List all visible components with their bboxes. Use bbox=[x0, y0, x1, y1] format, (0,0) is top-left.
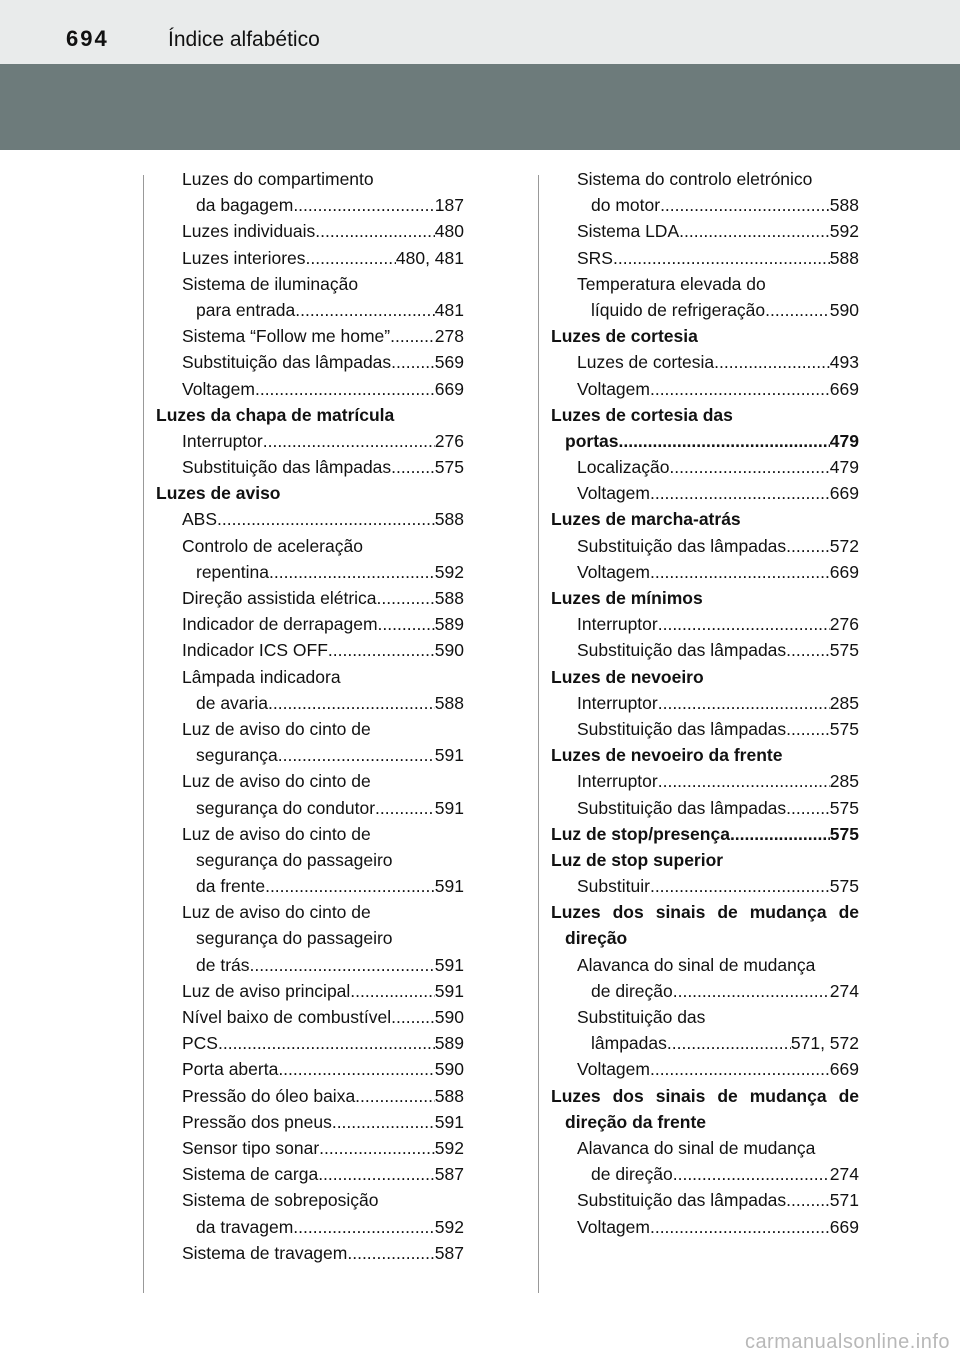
index-entry bbox=[156, 1161, 464, 1187]
index-entry bbox=[156, 376, 464, 402]
index-heading: direção bbox=[565, 928, 628, 949]
page-reference: 575 bbox=[829, 797, 859, 818]
index-entry bbox=[156, 1214, 464, 1240]
index-entry: Luz de aviso do cinto de bbox=[182, 771, 371, 792]
index-entry bbox=[551, 559, 859, 585]
entry-text: Localização bbox=[577, 457, 670, 478]
page-reference: 285 bbox=[829, 771, 859, 792]
entry-text: PCS bbox=[182, 1033, 218, 1054]
page-reference: 592 bbox=[434, 1137, 464, 1158]
index-heading: Luzes de aviso bbox=[156, 483, 281, 504]
dot-leader bbox=[217, 506, 435, 532]
dot-leader bbox=[714, 349, 830, 375]
page-reference: 481 bbox=[434, 299, 464, 320]
page-reference: 285 bbox=[829, 692, 859, 713]
dot-leader bbox=[660, 192, 830, 218]
index-entry bbox=[156, 795, 464, 821]
index-entry bbox=[551, 1161, 859, 1187]
page-reference: 575 bbox=[434, 457, 464, 478]
index-entry bbox=[551, 218, 859, 244]
page-reference: 575 bbox=[829, 823, 859, 844]
index-entry: Temperatura elevada do bbox=[577, 273, 766, 294]
page-reference: 276 bbox=[434, 430, 464, 451]
dot-leader bbox=[786, 533, 830, 559]
index-entry bbox=[156, 245, 464, 271]
dot-leader bbox=[378, 611, 435, 637]
dot-leader bbox=[650, 1214, 830, 1240]
page-reference: 592 bbox=[434, 1216, 464, 1237]
index-heading: Luzes de cortesia bbox=[551, 326, 698, 347]
index-entry bbox=[551, 768, 859, 794]
dot-leader bbox=[265, 873, 435, 899]
dot-leader bbox=[375, 795, 435, 821]
index-entry bbox=[156, 297, 464, 323]
page-reference: 187 bbox=[434, 195, 464, 216]
page-reference: 590 bbox=[434, 1059, 464, 1080]
page-reference: 589 bbox=[434, 1033, 464, 1054]
page-reference: 274 bbox=[829, 1164, 859, 1185]
entry-text: Voltagem bbox=[577, 378, 650, 399]
index-heading bbox=[551, 428, 859, 454]
page-reference: 591 bbox=[434, 745, 464, 766]
entry-text: Voltagem bbox=[577, 1216, 650, 1237]
entry-text: Sistema de carga bbox=[182, 1164, 319, 1185]
dot-leader bbox=[667, 1030, 791, 1056]
index-heading: Luzes da chapa de matrícula bbox=[156, 404, 395, 425]
page-reference: 587 bbox=[434, 1242, 464, 1263]
entry-text: repentina bbox=[196, 561, 269, 582]
index-entry bbox=[551, 690, 859, 716]
index-entry: Alavanca do sinal de mudança bbox=[577, 954, 816, 975]
dot-leader bbox=[218, 1030, 435, 1056]
page-reference: 588 bbox=[829, 247, 859, 268]
page-reference: 569 bbox=[434, 352, 464, 373]
page-reference: 572 bbox=[829, 535, 859, 556]
dot-leader bbox=[306, 245, 396, 271]
section-title: Índice alfabético bbox=[168, 28, 320, 51]
page-reference: 571, 572 bbox=[790, 1033, 859, 1054]
header-bar bbox=[0, 0, 960, 64]
entry-text: Interruptor bbox=[577, 614, 658, 635]
entry-text: de avaria bbox=[196, 692, 268, 713]
page-reference: 590 bbox=[434, 1007, 464, 1027]
entry-text: Voltagem bbox=[577, 561, 650, 582]
entry-text: Nível baixo de combustível bbox=[182, 1007, 392, 1027]
page-reference: 588 bbox=[434, 588, 464, 608]
page-reference: 588 bbox=[434, 509, 464, 530]
page-reference: 480 bbox=[434, 221, 464, 242]
dot-leader bbox=[377, 585, 435, 611]
page-number: 694 bbox=[66, 26, 109, 51]
index-entry: Luz de aviso do cinto de bbox=[182, 902, 371, 923]
page-reference: 669 bbox=[829, 1059, 859, 1080]
entry-text: segurança bbox=[196, 745, 278, 766]
page-reference: 588 bbox=[434, 1085, 464, 1106]
dot-leader bbox=[390, 323, 435, 349]
index-entry bbox=[156, 585, 464, 611]
index-entry bbox=[551, 454, 859, 480]
dot-leader bbox=[786, 1187, 830, 1213]
index-entry bbox=[551, 245, 859, 271]
header-band bbox=[0, 64, 960, 150]
page-reference: 591 bbox=[434, 980, 464, 1001]
entry-text: Direção assistida elétrica bbox=[182, 588, 377, 608]
entry-text: Indicador de derrapagem bbox=[182, 614, 378, 635]
entry-text: Sistema de travagem bbox=[182, 1242, 348, 1263]
index-entry bbox=[156, 192, 464, 218]
page-reference: 591 bbox=[434, 876, 464, 897]
entry-text: segurança do condutor bbox=[196, 797, 376, 818]
index-column-left bbox=[156, 166, 464, 1266]
entry-text: Substituição das lâmpadas bbox=[577, 1190, 787, 1211]
index-entry bbox=[156, 323, 464, 349]
entry-text: Porta aberta bbox=[182, 1059, 279, 1080]
dot-leader bbox=[613, 245, 830, 271]
index-entry bbox=[156, 1135, 464, 1161]
entry-text: Substituição das lâmpadas bbox=[577, 797, 787, 818]
index-entry bbox=[551, 192, 859, 218]
page-reference: 571 bbox=[829, 1190, 859, 1211]
entry-text: Luz de stop/presença bbox=[551, 823, 730, 844]
index-entry: Lâmpada indicadora bbox=[182, 666, 341, 687]
watermark: carmanualsonline.info bbox=[744, 1331, 950, 1353]
dot-leader bbox=[318, 1161, 435, 1187]
dot-leader bbox=[669, 454, 829, 480]
index-entry bbox=[156, 218, 464, 244]
index-entry bbox=[551, 795, 859, 821]
page-reference: 669 bbox=[829, 1216, 859, 1237]
dot-leader bbox=[658, 768, 830, 794]
entry-text: Sistema “Follow me home” bbox=[182, 326, 391, 347]
index-heading: Luzes de mínimos bbox=[551, 588, 703, 608]
entry-text: Luzes individuais bbox=[182, 221, 316, 242]
page-reference: 575 bbox=[829, 718, 859, 739]
index-entry bbox=[156, 637, 464, 663]
page-reference: 274 bbox=[829, 980, 859, 1001]
entry-text: Luzes de cortesia bbox=[577, 352, 715, 373]
column-divider-left bbox=[143, 175, 144, 1293]
dot-leader bbox=[328, 637, 435, 663]
index-entry bbox=[551, 1056, 859, 1082]
dot-leader bbox=[278, 1056, 434, 1082]
index-entry bbox=[156, 873, 464, 899]
dot-leader bbox=[255, 376, 435, 402]
dot-leader bbox=[350, 978, 435, 1004]
index-entry: Sistema do controlo eletrónico bbox=[577, 169, 813, 189]
dot-leader bbox=[786, 795, 830, 821]
entry-text: Voltagem bbox=[577, 483, 650, 504]
entry-text: de trás bbox=[196, 954, 250, 975]
entry-text: Substituição das lâmpadas bbox=[577, 535, 787, 556]
page-reference: 276 bbox=[829, 614, 859, 635]
index-entry bbox=[156, 1083, 464, 1109]
entry-text: Substituir bbox=[577, 876, 650, 897]
index-entry bbox=[156, 428, 464, 454]
page-reference: 493 bbox=[829, 352, 859, 373]
index-entry bbox=[551, 533, 859, 559]
index-heading: Luzes de cortesia das bbox=[551, 404, 733, 425]
dot-leader bbox=[650, 376, 830, 402]
entry-text: lâmpadas bbox=[591, 1033, 667, 1054]
dot-leader bbox=[658, 611, 830, 637]
index-heading bbox=[551, 821, 859, 847]
dot-leader bbox=[263, 428, 435, 454]
dot-leader bbox=[355, 1083, 435, 1109]
dot-leader bbox=[319, 1135, 435, 1161]
entry-text: Indicador ICS OFF bbox=[182, 640, 328, 661]
index-entry bbox=[551, 1187, 859, 1213]
index-entry: Luzes do compartimento bbox=[182, 169, 374, 189]
dot-leader bbox=[332, 1109, 435, 1135]
entry-text: Luzes interiores bbox=[182, 247, 306, 268]
entry-text: SRS bbox=[577, 247, 613, 268]
dot-leader bbox=[391, 1004, 435, 1030]
entry-text: da frente bbox=[196, 876, 266, 897]
entry-text: para entrada bbox=[196, 299, 296, 320]
index-entry bbox=[551, 480, 859, 506]
dot-leader bbox=[278, 742, 435, 768]
index-entry bbox=[551, 978, 859, 1004]
index-entry bbox=[551, 637, 859, 663]
index-entry bbox=[156, 611, 464, 637]
dot-leader bbox=[658, 690, 830, 716]
page-reference: 669 bbox=[434, 378, 464, 399]
index-entry bbox=[551, 611, 859, 637]
dot-leader bbox=[786, 716, 830, 742]
entry-text: Interruptor bbox=[182, 430, 263, 451]
index-entry bbox=[156, 952, 464, 978]
index-entry bbox=[551, 716, 859, 742]
entry-text: Pressão dos pneus bbox=[182, 1111, 332, 1132]
entry-text: Voltagem bbox=[182, 378, 255, 399]
dot-leader bbox=[730, 821, 830, 847]
index-entry bbox=[156, 454, 464, 480]
dot-leader bbox=[250, 952, 435, 978]
dot-leader bbox=[650, 873, 830, 899]
entry-text: da travagem bbox=[196, 1216, 294, 1237]
dot-leader bbox=[650, 1056, 830, 1082]
index-entry: Sistema de sobreposição bbox=[182, 1190, 379, 1211]
entry-text: Substituição das lâmpadas bbox=[182, 457, 392, 478]
dot-leader bbox=[347, 1240, 434, 1266]
dot-leader bbox=[673, 978, 830, 1004]
dot-leader bbox=[391, 349, 435, 375]
dot-leader bbox=[679, 218, 830, 244]
page-reference: 669 bbox=[829, 561, 859, 582]
index-heading: Luzes de nevoeiro bbox=[551, 666, 704, 687]
entry-text: Substituição das lâmpadas bbox=[182, 352, 392, 373]
index-entry: Luz de aviso do cinto de bbox=[182, 823, 371, 844]
index-entry: Alavanca do sinal de mudança bbox=[577, 1137, 816, 1158]
dot-leader bbox=[673, 1161, 830, 1187]
dot-leader bbox=[293, 1214, 435, 1240]
dot-leader bbox=[295, 297, 435, 323]
page-reference: 669 bbox=[829, 483, 859, 504]
dot-leader bbox=[268, 690, 435, 716]
entry-text: portas bbox=[565, 430, 619, 451]
index-entry bbox=[551, 297, 859, 323]
index-entry bbox=[551, 1030, 859, 1056]
entry-text: ABS bbox=[182, 509, 218, 530]
index-heading: Luzes dos sinais de mudança de bbox=[551, 902, 859, 923]
entry-text: do motor bbox=[591, 195, 661, 216]
page-reference: 591 bbox=[434, 1111, 464, 1132]
page-reference: 480, 481 bbox=[395, 247, 464, 268]
dot-leader bbox=[391, 454, 435, 480]
index-heading: Luzes dos sinais de mudança de bbox=[551, 1085, 859, 1106]
page-reference: 587 bbox=[434, 1164, 464, 1185]
index-entry bbox=[156, 1109, 464, 1135]
entry-text: Sistema LDA bbox=[577, 221, 680, 242]
index-heading: direção da frente bbox=[565, 1111, 707, 1132]
dot-leader bbox=[765, 297, 830, 323]
index-column-right bbox=[551, 166, 859, 1240]
page-reference: 479 bbox=[829, 457, 859, 478]
entry-text: Substituição das lâmpadas bbox=[577, 718, 787, 739]
page-reference: 588 bbox=[434, 692, 464, 713]
index-heading: Luzes de marcha-atrás bbox=[551, 509, 741, 530]
page-reference: 278 bbox=[434, 326, 464, 347]
dot-leader bbox=[269, 559, 435, 585]
page-reference: 575 bbox=[829, 640, 859, 661]
index-heading: Luz de stop superior bbox=[551, 849, 724, 870]
index-entry bbox=[156, 559, 464, 585]
page-reference: 590 bbox=[829, 299, 859, 320]
index-entry bbox=[156, 1056, 464, 1082]
dot-leader bbox=[786, 637, 830, 663]
column-divider-middle bbox=[538, 175, 539, 1293]
index-entry bbox=[156, 1004, 464, 1030]
index-entry bbox=[156, 690, 464, 716]
index-entry: Sistema de iluminação bbox=[182, 273, 359, 294]
index-entry: Controlo de aceleração bbox=[182, 535, 363, 556]
page-reference: 669 bbox=[829, 378, 859, 399]
page-reference: 588 bbox=[829, 195, 859, 216]
page-reference: 591 bbox=[434, 954, 464, 975]
index-heading: Luzes de nevoeiro da frente bbox=[551, 745, 783, 766]
page-reference: 592 bbox=[434, 561, 464, 582]
index-entry bbox=[156, 506, 464, 532]
index-entry: Substituição das bbox=[577, 1007, 706, 1027]
index-entry: Luz de aviso do cinto de bbox=[182, 718, 371, 739]
page-reference: 592 bbox=[829, 221, 859, 242]
entry-text: Interruptor bbox=[577, 692, 658, 713]
dot-leader bbox=[650, 480, 830, 506]
entry-text: da bagagem bbox=[196, 195, 294, 216]
entry-text: líquido de refrigeração bbox=[591, 299, 766, 320]
entry-text: Voltagem bbox=[577, 1059, 650, 1080]
index-entry bbox=[156, 349, 464, 375]
index-entry: segurança do passageiro bbox=[196, 849, 393, 870]
dot-leader bbox=[293, 192, 434, 218]
entry-text: Luz de aviso principal bbox=[182, 980, 351, 1001]
dot-leader bbox=[618, 428, 829, 454]
entry-text: Sensor tipo sonar bbox=[182, 1137, 320, 1158]
entry-text: Pressão do óleo baixa bbox=[182, 1085, 356, 1106]
index-entry: segurança do passageiro bbox=[196, 928, 393, 949]
page-reference: 589 bbox=[434, 614, 464, 635]
index-entry bbox=[156, 742, 464, 768]
index-entry bbox=[551, 349, 859, 375]
index-entry bbox=[551, 376, 859, 402]
index-entry bbox=[156, 978, 464, 1004]
page-reference: 575 bbox=[829, 876, 859, 897]
entry-text: Substituição das lâmpadas bbox=[577, 640, 787, 661]
index-entry bbox=[551, 1214, 859, 1240]
entry-text: de direção bbox=[591, 1164, 673, 1185]
page-reference: 479 bbox=[829, 430, 859, 451]
dot-leader bbox=[650, 559, 830, 585]
page-reference: 591 bbox=[434, 797, 464, 818]
index-entry bbox=[156, 1240, 464, 1266]
dot-leader bbox=[315, 218, 435, 244]
index-entry bbox=[156, 1030, 464, 1056]
entry-text: de direção bbox=[591, 980, 673, 1001]
index-entry bbox=[551, 873, 859, 899]
entry-text: Interruptor bbox=[577, 771, 658, 792]
page-reference: 590 bbox=[434, 640, 464, 661]
